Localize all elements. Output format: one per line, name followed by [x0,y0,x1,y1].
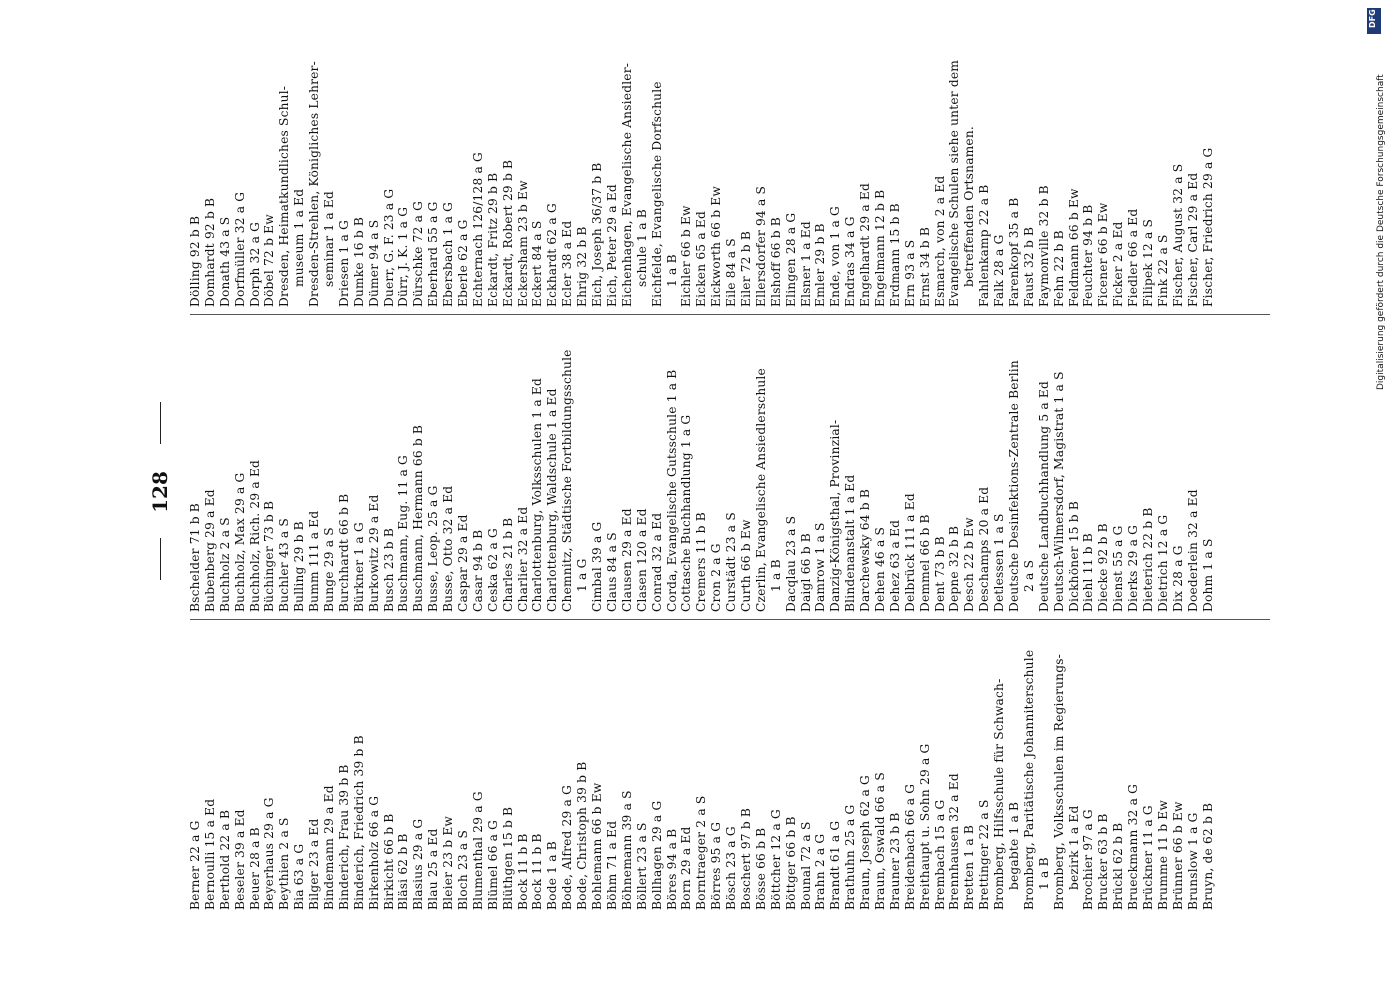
index-entry: Charlottenburg, Volksschulen 1 a Ed [530,377,545,612]
index-entry: Faust 32 b B [1021,226,1036,307]
digitization-credit: Digitalisierung gefördert durch die Deutsche Forschungsgemeinschaft [1376,74,1386,390]
index-entry: Deutsch-Wilmersdorf, Magistrat 1 a S [1051,371,1066,612]
index-entry: Brückner 11 a G [1141,805,1155,910]
index-entry: Deutsche Landbuchhandlung 5 a Ed [1036,381,1051,612]
index-entry: Beuer 28 a B [247,827,262,910]
index-entry: Domhardt 92 b B [202,197,217,307]
index-entry: Buchholz, Rich. 29 a Ed [247,459,262,612]
index-entry: Berthold 22 a B [217,809,232,910]
index-entry: Bürkner 1 a G [351,522,366,612]
index-entry: Ernst 34 b B [917,226,932,307]
index-entry: Falk 28 a G [992,234,1007,307]
index-entry: Brünner 66 b Ew [1170,801,1185,910]
index-entry: Dumke 16 b B [351,216,366,307]
index-entry: Bindemann 29 a Ed [322,785,337,910]
index-entry: Dohm 1 a S [1200,538,1215,612]
index-entry: Claus 84 a S [604,532,619,612]
index-entry: Ellersdorfer 94 a S [753,185,768,307]
index-entry: 2 a S [1021,559,1036,592]
index-entry: Eickworth 66 b Ew [709,185,724,307]
index-entry: Burkowitz 29 a Ed [366,494,381,612]
index-entry: Erdmann 15 b B [887,203,902,307]
index-entry: Buschmann, Hermann 66 b B [411,424,426,612]
index-entry: Eiler 72 b B [738,230,753,307]
index-entry: Detlessen 1 a S [992,513,1007,612]
index-entry: Born 29 a Ed [679,826,694,910]
index-entry: Bohlemann 66 b Ew [590,782,605,910]
index-entry: Casar 94 b B [470,529,485,612]
index-entry: Buschmann, Eug. 11 a G [396,455,411,612]
index-entry: Brueckmann 32 a G [1126,783,1141,910]
index-entry: Burchhardt 66 b B [336,493,351,612]
index-entry: Eich, Peter 29 a Ed [604,184,619,307]
index-entry: Eckardt, Fritz 29 b B [485,172,500,307]
index-entry: Borntraeger 2 a S [694,795,709,910]
index-entry: 1 a B [768,559,783,592]
index-entry: Eile 84 a S [724,238,739,307]
index-entry: Elsner 1 a Ed [798,221,813,307]
index-entry: Bläsi 62 b B [396,833,411,910]
index-entry: Emler 29 b B [813,223,828,307]
index-entry: Clausen 29 a Ed [619,508,634,612]
index-entry: Beythien 2 a S [277,817,292,910]
index-entry: Czerlin, Evangelische Ansiedlerschule [753,368,768,612]
index-entry: Bollhagen 29 a G [649,800,664,910]
index-entry: Cimbal 39 a G [590,521,605,612]
index-column-1 [188,630,1215,910]
index-column-3 [188,27,1215,307]
index-entry: Böhnemann 39 a S [619,790,634,910]
index-column-2 [188,332,1215,612]
index-entry: Clasen 120 a Ed [634,508,649,612]
index-entry: Böres 94 a B [664,828,679,910]
index-entry: Brettinger 22 a S [977,799,992,910]
index-entry: Conrad 32 a Ed [649,512,664,612]
index-entry: Faymonville 32 b B [1036,185,1051,307]
index-entry: Dorph 32 a G [247,221,262,307]
index-entry: Braun, Joseph 62 a G [858,775,873,910]
index-entry: Beyerhaus 29 a G [262,797,277,910]
index-entry: Eckersham 23 b Ew [515,180,530,307]
index-entry: Donath 43 a S [217,216,232,307]
page-number: 128 [148,471,172,513]
index-entry: Eichenhagen, Evangelische Ansiedler- [619,62,634,307]
index-entry: Brumme 11 b Ew [1155,799,1170,910]
column-divider [190,619,1270,620]
index-entry: Bia 63 a G [292,843,307,910]
index-entry: Eckhardt 62 a G [545,203,560,307]
index-entry: Driesen 1 a G [336,219,351,307]
index-entry: Farenkopf 35 a B [1006,197,1021,307]
index-entry: Eichfelde, Evangelische Dorfschule [649,81,664,307]
index-entry: Bilger 23 a Ed [307,818,322,910]
index-entry: Ficker 2 a Ed [1111,221,1126,307]
index-entry: Binderich, Friedrich 39 b B [351,735,366,910]
index-entry: Cottasche Buchhandlung 1 a G [679,414,694,612]
index-entry: Caspar 29 a Ed [456,514,471,612]
index-entry: Buchholz 2 a S [217,517,232,612]
index-entry: Fehn 22 b B [1051,230,1066,307]
index-entry: Charlier 32 a Ed [515,506,530,612]
index-entry: 1 a B [664,254,679,287]
index-entry: Eich, Joseph 36/37 b B [590,162,605,307]
index-entry: Bode, Christoph 39 b B [575,761,590,910]
index-entry: Bunge 29 a S [322,527,337,612]
index-entry: Birkicht 66 b B [381,813,396,910]
index-entry: Darchewsky 64 b B [858,489,873,612]
index-entry: Brandt 61 a G [828,820,843,910]
index-entry: Dacqlau 23 a S [783,515,798,612]
index-entry: Blau 25 a Ed [426,828,441,910]
index-entry: Breithaupt u. Sohn 29 a G [917,743,932,910]
index-entry: Fischer, Carl 29 a Ed [1185,172,1200,307]
index-entry: Ern 93 a S [902,239,917,307]
index-entry: Bruyn, de 62 b B [1200,802,1215,910]
index-entry: Dierks 29 a G [1126,524,1141,612]
column-divider [190,314,1270,315]
index-entry: Dieterich 22 b B [1141,507,1155,612]
index-entry: Bösse 66 b B [753,827,768,910]
index-entry: begabte 1 a B [1006,801,1021,890]
index-entry: Bode, Alfred 29 a G [560,784,575,910]
index-entry: Desch 22 b Ew [962,517,977,612]
index-entry: Bloch 23 a S [456,829,471,910]
index-entry: Dölling 92 b B [188,215,202,307]
index-entry: Fahlenkamp 22 a B [977,184,992,307]
index-entry: Birkenholz 66 a G [366,795,381,910]
index-entry: Bromberg, Volksschulen im Regierungs- [1051,654,1066,910]
index-entry: Curstädt 23 a S [724,512,739,612]
index-entry: Ende, von 1 a G [828,206,843,307]
index-entry: Engelhardt 29 a Ed [858,183,873,307]
index-entry: Charles 21 b B [500,517,515,612]
index-entry: Braun, Oswald 66 a S [872,772,887,910]
index-entry: museum 1 a Ed [292,188,307,287]
index-entry: Bubenberg 29 a Ed [202,489,217,612]
index-entry: Dix 28 a G [1170,545,1185,612]
index-entry: Dietrich 12 a G [1155,514,1170,612]
index-entry: Diehl 11 b B [1081,533,1096,612]
index-entry: Buchler 43 a S [277,518,292,612]
index-entry: Eckardt, Robert 29 b B [500,159,515,307]
index-entry: Dent 73 b B [932,536,947,612]
index-entry: Deschamps 20 a Ed [977,486,992,612]
index-entry: Buchholz, Max 29 a G [232,472,247,612]
index-entry: Engelmann 12 b B [872,189,887,307]
index-entry: Ecler 38 a Ed [560,220,575,307]
index-entry: Breidenbach 66 a G [902,783,917,910]
index-entry: Esmarch, von 2 a Ed [932,175,947,307]
index-entry: 1 a G [575,558,590,592]
index-entry: Busse, Otto 32 a Ed [441,485,456,612]
index-entry: Echternach 126/128 a G [470,152,485,307]
index-entry: Dorfmüller 32 a G [232,191,247,307]
index-entry: Bock 11 b B [515,833,530,910]
index-entry: Eckert 84 a S [530,220,545,307]
index-entry: Diecke 92 b B [1096,523,1111,612]
index-entry: Dehen 46 a S [872,526,887,612]
index-entry: Brathuhn 25 a G [843,804,858,910]
index-entry: Böllert 23 a S [634,822,649,910]
index-entry: Bromberg, Paritätische Johanniterschule [1021,649,1036,910]
index-entry: Fink 22 a S [1155,234,1170,307]
index-entry: Chemnitz, Städtische Fortbildungsschule [560,349,575,612]
header-rule-left [160,538,161,580]
index-entry: Doederlein 32 a Ed [1185,489,1200,612]
index-entry: Danzig-Königsthal, Provinzial- [828,419,843,612]
index-entry: bezirk 1 a Ed [1066,805,1081,890]
index-entry: Bretten 1 a B [962,824,977,910]
index-entry: Eberle 62 a G [456,219,471,307]
index-entry: Brochier 97 a G [1081,809,1096,910]
index-entry: Corda, Evangelische Gutsschule 1 a B [664,369,679,612]
index-entry: Brembach 15 a G [932,799,947,910]
index-entry: Dresden-Strehlen, Königliches Lehrer- [307,61,322,307]
index-entry: Döbel 72 b Ew [262,214,277,307]
index-entry: Bounal 72 a S [798,821,813,910]
index-entry: Böttger 66 b B [783,816,798,910]
index-entry: Fischer, August 32 a S [1170,163,1185,307]
index-entry: Börres 95 a G [709,821,724,910]
index-entry: Bernoulli 15 a Ed [202,798,217,910]
index-entry: Binderich, Frau 39 b B [336,764,351,910]
index-entry: Blindenanstalt 1 a Ed [843,474,858,612]
index-entry: Elingen 28 a G [783,212,798,307]
index-entry: Eichler 66 b Ew [679,205,694,307]
index-entry: Blüthgen 15 b B [500,806,515,910]
index-entry: Cron 2 a G [709,543,724,612]
index-entry: Büchinger 73 b B [262,500,277,612]
index-entry: Blasius 29 a G [411,818,426,910]
index-entry: Bromberg, Hilfsschule für Schwach- [992,678,1007,910]
index-entry: schule 1 a B [634,209,649,287]
index-entry: Elshoff 66 b B [768,217,783,307]
index-entry: Dehez 63 a Ed [887,519,902,612]
index-entry: betreffenden Ortsnamen. [962,126,977,287]
index-entry: Busse, Leop. 25 a G [426,485,441,612]
index-entry: Dürr, J. K. 1 a G [396,206,411,307]
index-entry: Evangelische Schulen siehe unter dem [947,59,962,307]
index-entry: Bode 1 a B [545,841,560,910]
index-entry: Ceska 62 a G [485,528,500,612]
index-entry: Brennhausen 32 a Ed [947,773,962,910]
index-entry: Blümel 66 a G [485,819,500,910]
index-entry: Eberhard 55 a G [426,201,441,307]
index-entry: Cremers 11 b B [694,512,709,612]
index-entry: Depne 32 b B [947,525,962,612]
index-entry: Blumenthal 29 a G [470,791,485,910]
index-entry: Bumm 111 a Ed [307,510,322,612]
index-entry: Bleier 23 b Ew [441,815,456,910]
index-entry: Fiedler 66 a Ed [1126,208,1141,307]
index-entry: Fischer, Friedrich 29 a G [1200,147,1215,307]
index-entry: Boschert 97 b B [738,807,753,910]
header-rule-right [160,402,161,444]
dfg-logo: DFG [1367,8,1381,34]
index-entry: Deutsche Desinfektions-Zentrale Berlin [1006,360,1021,612]
index-entry: Feuchter 94 b B [1081,204,1096,307]
index-entry: Duerr, G. F. 23 a G [381,188,396,307]
index-entry: Filipek 12 a S [1141,218,1155,307]
index-entry: Feldmann 66 b Ew [1066,188,1081,307]
index-entry: Dienst 55 a G [1111,525,1126,612]
index-entry: Eicken 65 a Ed [694,211,709,307]
index-entry: Dürschke 72 a G [411,200,426,307]
index-entry: Bulling 29 b B [292,521,307,612]
index-entry: Busch 23 b B [381,527,396,612]
index-entry: Curth 66 b Ew [738,519,753,612]
index-entry: Dickhöner 15 b B [1066,500,1081,612]
index-entry: Beseler 39 a Ed [232,809,247,910]
index-entry: 1 a B [1036,857,1051,890]
index-entry: Brunslow 1 a G [1185,812,1200,910]
index-entry: Dresden, Heimatkundliches Schul- [277,85,292,307]
index-entry: Demmel 66 b B [917,514,932,612]
index-entry: Daigl 66 b B [798,533,813,612]
index-entry: Bock 11 b B [530,833,545,910]
index-entry: Brucker 63 b B [1096,813,1111,910]
index-entry: Ehrig 32 b B [575,226,590,307]
index-entry: Böhm 71 a Ed [604,820,619,910]
index-entry: Ficener 66 b Ew [1096,202,1111,307]
index-entry: Ebersbach 1 a G [441,201,456,307]
index-entry: Dümer 94 a S [366,219,381,307]
index-entry: Brahn 2 a G [813,833,828,910]
index-entry: Damrow 1 a S [813,522,828,612]
index-entry: seminar 1 a Ed [322,190,337,287]
index-entry: Bösch 23 a G [724,826,739,910]
index-entry: Brauner 23 b B [887,812,902,910]
index-entry: Delbrück 111 a Ed [902,493,917,612]
index-entry: Berner 22 a G [188,820,202,910]
index-entry: Böttcher 12 a G [768,809,783,910]
index-entry: Endras 34 a G [843,216,858,307]
index-entry: Bschelder 71 b B [188,503,202,612]
index-entry: Charlottenburg, Waldschule 1 a Ed [545,388,560,612]
index-entry: Brückl 62 b B [1111,822,1126,910]
